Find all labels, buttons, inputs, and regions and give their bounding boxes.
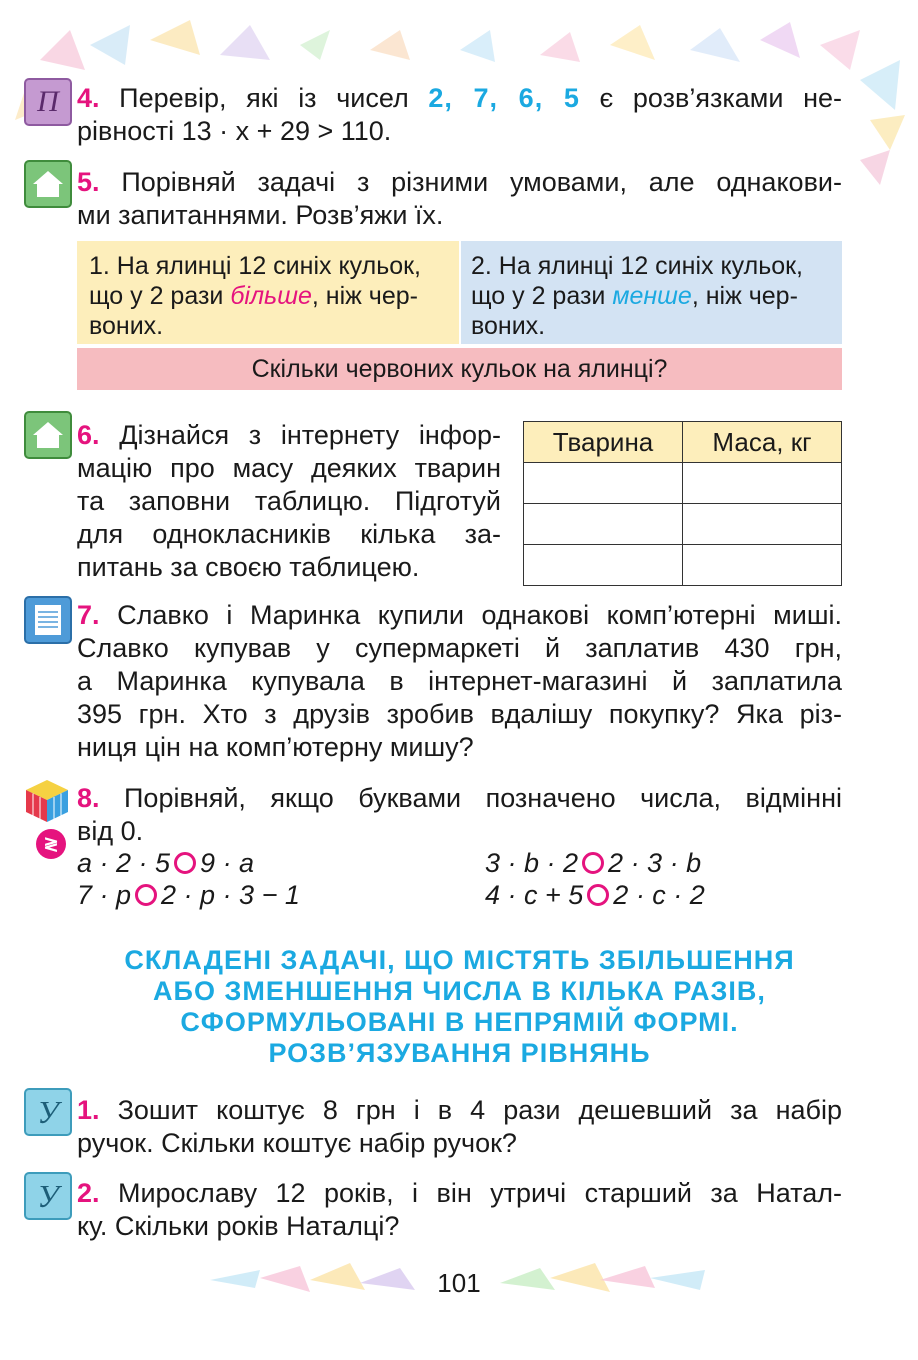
section-heading: СКЛАДЕНІ ЗАДАЧІ, ЩО МІСТЯТЬ ЗБІЛЬШЕННЯ АБО ЗМЕНШЕННЯ ЧИСЛА В КІЛЬКА РАЗІВ, СФОРМУЛЬОВАНІ В НЕПРЯМІЙ ФОРМІ. РОЗВ’ЯЗУВАННЯ РІВНЯНЬ	[124, 945, 795, 1068]
task-8: 8. Порівняй, якщо буквами позначено числа, відмінні від 0.	[77, 783, 842, 846]
task-number: 8.	[77, 783, 100, 813]
compare-circle[interactable]	[174, 852, 196, 874]
task-text: Зошит коштує 8 грн і в 4 рази дешевший за набір	[117, 1095, 842, 1125]
task-text: Дізнайся з інтернету інфор-	[119, 420, 501, 450]
problem-left-text: 1. На ялинці 12 синіх кульок, що у 2 рази більше, ніж чер- воних.	[89, 252, 422, 340]
expression-row: 4 · c + 5 2 · c · 2	[485, 880, 705, 910]
task-4	[77, 82, 842, 148]
expression-row: 7 · p 2 · p · 3 − 1	[77, 880, 300, 910]
table-row	[524, 504, 842, 545]
task-number: 2.	[77, 1178, 100, 1208]
question-text: Скільки червоних кульок на ялинці?	[251, 355, 668, 383]
task-text: є розв’язками не-	[599, 83, 842, 113]
compare-circle[interactable]	[135, 884, 157, 906]
more-word: більше	[230, 282, 312, 310]
task-number: 5.	[77, 167, 100, 197]
oral-task-2: 2. Мирославу 12 років, і він утричі старший за Натал- ку. Скільки років Наталці?	[77, 1178, 842, 1241]
task-text: Перевір, які із чисел	[119, 83, 409, 113]
task-text: Мирославу 12 років, і він утричі старший за Натал-	[117, 1178, 842, 1208]
task-text: Славко і Маринка купили однакові комп’ютерні миші.	[117, 600, 842, 630]
task-text: ми запитаннями. Розв’яжи їх.	[77, 200, 444, 230]
oral-task-1: 1. Зошит коштує 8 грн і в 4 рази дешевший за набір ручок. Скільки коштує набір ручок?	[77, 1095, 842, 1158]
table-row	[524, 545, 842, 586]
puzzle-letter-icon: Π	[24, 78, 72, 126]
task-7: 7. Славко і Маринка купили однакові комп’ютерні миші. Славко купував у супермаркеті й заплатив 430 грн, а Маринка купувала в інтернет-магазині й заплатила 395 грн. Хто з друзів зробив вдалішу покупку? Яка різ- ниця цін на комп’ютерну мишу?	[77, 600, 842, 762]
home-icon	[24, 160, 72, 208]
task-text: Порівняй задачі з різними умовами, але однакови-	[121, 167, 842, 197]
compare-circle[interactable]	[582, 852, 604, 874]
compare-circle[interactable]	[587, 884, 609, 906]
task-6: 6. Дізнайся з інтернету інфор- мацію про масу деяких тварин та заповни таблицю. Підготуй для однокласників кілька за- питань за своєю таблицею.	[77, 420, 501, 582]
task-text: рівності 13 · x + 29 > 110.	[77, 116, 392, 146]
table-cell[interactable]	[524, 504, 683, 545]
animals-table	[523, 421, 842, 586]
compare-icon: ≷	[36, 829, 66, 859]
less-word: менше	[612, 282, 692, 310]
expression-row: 3 · b · 2 2 · 3 · b	[485, 848, 702, 878]
problem-right-text: 2. На ялинці 12 синіх кульок, що у 2 рази менше, ніж чер- воних.	[471, 252, 804, 340]
notebook-icon	[24, 596, 72, 644]
cursive-u-icon: У	[24, 1172, 72, 1220]
home-icon	[24, 411, 72, 459]
table-cell[interactable]	[524, 545, 683, 586]
column-header-animal: Тварина	[524, 422, 683, 463]
cursive-u-icon: У	[24, 1088, 72, 1136]
task-number: 7.	[77, 600, 100, 630]
task-number: 6.	[77, 420, 100, 450]
expression-row: a · 2 · 5 9 · a	[77, 848, 255, 878]
page-number: 101	[437, 1268, 481, 1298]
task-5	[77, 166, 842, 232]
table-row	[524, 463, 842, 504]
values-highlight: 2, 7, 6, 5	[428, 83, 580, 113]
task-number: 4.	[77, 83, 100, 113]
column-header-mass: Маса, кг	[683, 422, 842, 463]
table-cell[interactable]	[524, 463, 683, 504]
task-text: Порівняй, якщо буквами позначено числа, відмінні	[124, 783, 842, 813]
table-cell[interactable]	[683, 463, 842, 504]
table-cell[interactable]	[683, 545, 842, 586]
rubiks-cube-icon	[24, 778, 70, 824]
task-number: 1.	[77, 1095, 100, 1125]
table-cell[interactable]	[683, 504, 842, 545]
